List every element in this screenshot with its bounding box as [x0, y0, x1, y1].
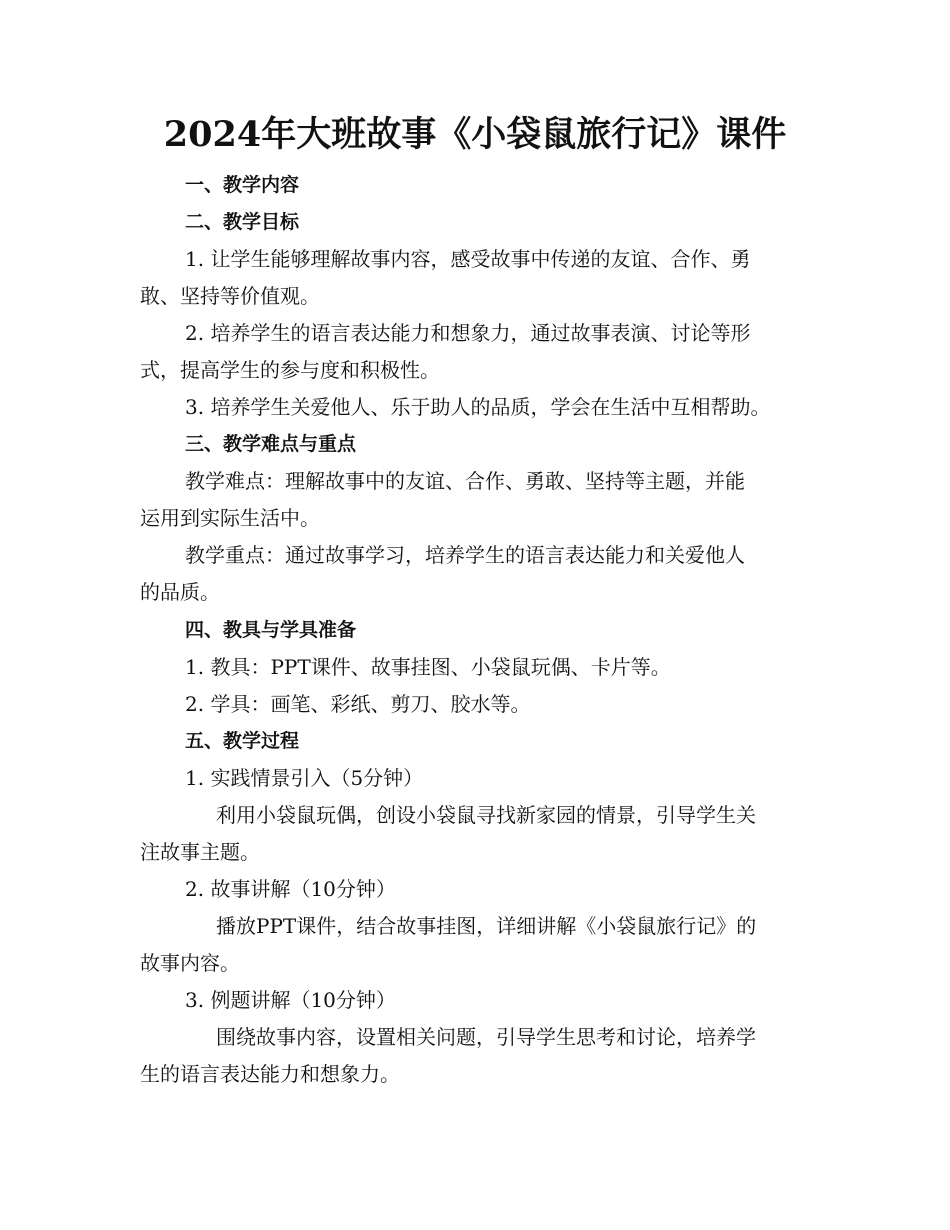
- section-heading-teaching-goals: 二、教学目标: [185, 211, 300, 233]
- section-heading-materials: 四、教具与学具准备: [185, 619, 357, 641]
- goal-item-2: 2. 培养学生的语言表达能力和想象力，通过故事表演、讨论等形: [185, 321, 751, 345]
- process-step-3-text-continued: 生的语言表达能力和想象力。: [140, 1062, 400, 1086]
- materials-item-2: 2. 学具：画笔、彩纸、剪刀、胶水等。: [185, 692, 531, 716]
- materials-item-1: 1. 教具：PPT课件、故事挂图、小袋鼠玩偶、卡片等。: [185, 655, 671, 679]
- process-step-1: 1. 实践情景引入（5分钟）: [185, 766, 424, 790]
- section-heading-difficulties: 三、教学难点与重点: [185, 433, 357, 455]
- goal-item-1-continued: 敢、坚持等价值观。: [140, 284, 320, 308]
- goal-item-2-continued: 式，提高学生的参与度和积极性。: [140, 358, 440, 382]
- difficulty-text: 教学难点：理解故事中的友谊、合作、勇敢、坚持等主题，并能: [185, 469, 745, 493]
- process-step-3-text: 围绕故事内容，设置相关问题，引导学生思考和讨论，培养学: [216, 1025, 756, 1049]
- document-title: 2024年大班故事《小袋鼠旅行记》课件: [163, 114, 787, 155]
- section-heading-process: 五、教学过程: [185, 730, 300, 752]
- key-point-text-continued: 的品质。: [140, 580, 220, 604]
- section-heading-teaching-content: 一、教学内容: [185, 174, 300, 196]
- process-step-2-text: 播放PPT课件，结合故事挂图，详细讲解《小袋鼠旅行记》的: [216, 914, 757, 938]
- process-step-1-text: 利用小袋鼠玩偶，创设小袋鼠寻找新家园的情景，引导学生关: [216, 803, 756, 827]
- key-point-text: 教学重点：通过故事学习，培养学生的语言表达能力和关爱他人: [185, 543, 745, 567]
- difficulty-text-continued: 运用到实际生活中。: [140, 506, 320, 530]
- process-step-1-text-continued: 注故事主题。: [140, 840, 260, 864]
- goal-item-3: 3. 培养学生关爱他人、乐于助人的品质，学会在生活中互相帮助。: [185, 395, 771, 419]
- process-step-2: 2. 故事讲解（10分钟）: [185, 877, 396, 901]
- goal-item-1: 1. 让学生能够理解故事内容，感受故事中传递的友谊、合作、勇: [185, 247, 751, 271]
- process-step-3: 3. 例题讲解（10分钟）: [185, 988, 396, 1012]
- process-step-2-text-continued: 故事内容。: [140, 951, 240, 975]
